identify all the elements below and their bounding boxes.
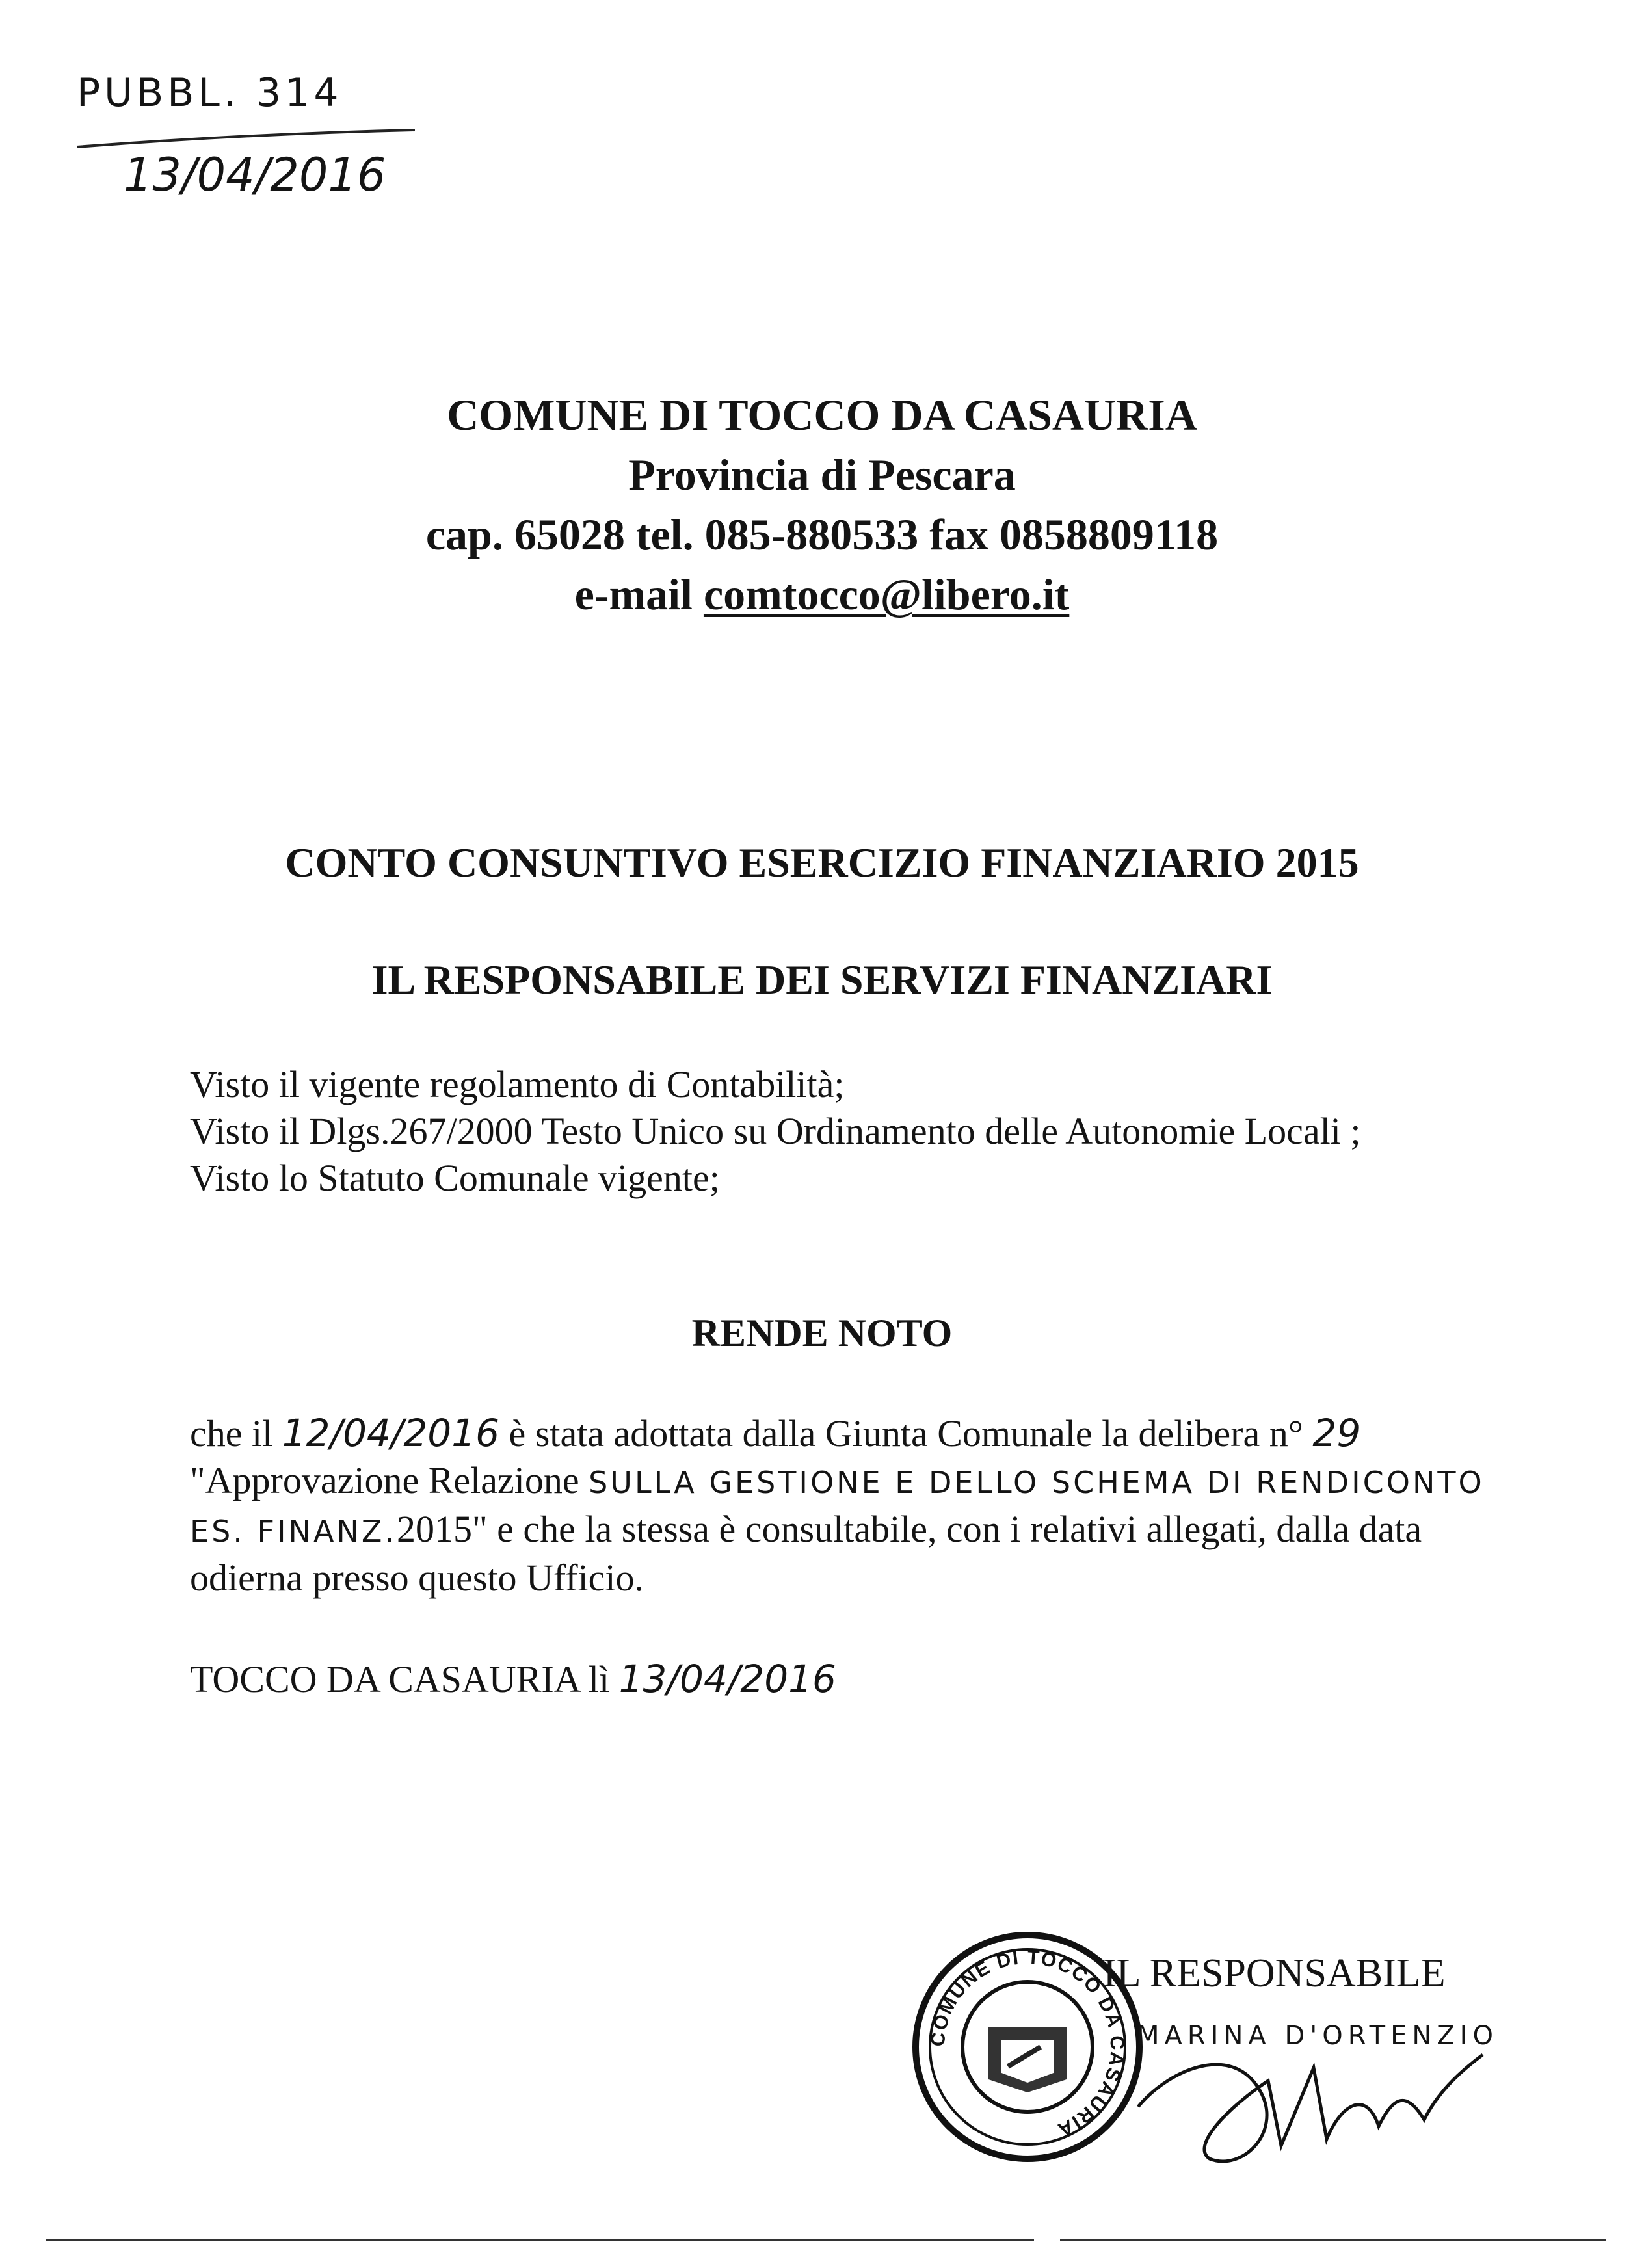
signing-date: 13/04/2016 [618,1657,836,1701]
contact-line: cap. 65028 tel. 085-880533 fax 0858809118 [425,510,1219,559]
announcement-heading: RENDE NOTO [691,1312,953,1354]
province-name: Provincia di Pescara [628,450,1016,499]
place-date [190,1657,836,1701]
handwritten-subject: SULLA GESTIONE E DELLO SCHEMA DI RENDICONTO ES. FINANZ. [190,1465,1485,1549]
premise-item: Visto il vigente regolamento di Contabilità; [190,1063,845,1105]
municipality-name: COMUNE DI TOCCO DA CASAURIA [447,390,1197,440]
document-title: CONTO CONSUNTIVO ESERCIZIO FINANZIARIO 2015 [285,839,1359,886]
announcement-text: è stata adottata dalla Giunta Comunale la delibera n° [499,1412,1313,1455]
bottom-rule [46,2237,1606,2243]
place: TOCCO DA CASAURIA lì [190,1658,619,1700]
protocol-label: PUBBL. 314 [77,70,343,116]
announcement-text: che il [190,1412,282,1455]
stamp-text: COMUNE DI TOCCO DA CASAURIA [927,1946,1128,2141]
email-line [0,564,1644,624]
premises-list [190,1061,1491,1202]
signatory-name: MARINA D'ORTENZIO [1137,2021,1498,2051]
deliberation-number: 29 [1312,1411,1361,1455]
letterhead [0,385,1644,624]
announcement-text: "Approvazione Relazione [190,1459,589,1501]
premise-item: Visto il Dlgs.267/2000 Testo Unico su Ordinamento delle Autonomie Locali ; [190,1110,1361,1152]
announcement-text: 2015" e che la stessa è consultabile, con i relativi allegati, dalla data odierna presso questo Ufficio. [190,1508,1422,1599]
issuer-title: IL RESPONSABILE DEI SERVIZI FINANZIARI [371,956,1273,1003]
email-prefix: e-mail [574,570,704,619]
protocol-date: 13/04/2016 [124,148,386,202]
signatory-title: IL RESPONSABILE [1103,1951,1446,1996]
premise-item: Visto lo Statuto Comunale vigente; [190,1157,720,1199]
handwritten-signature [1132,2029,1496,2185]
deliberation-date: 12/04/2016 [282,1411,500,1455]
announcement-paragraph [190,1410,1530,1602]
email-link[interactable]: comtocco@libero.it [703,570,1070,619]
